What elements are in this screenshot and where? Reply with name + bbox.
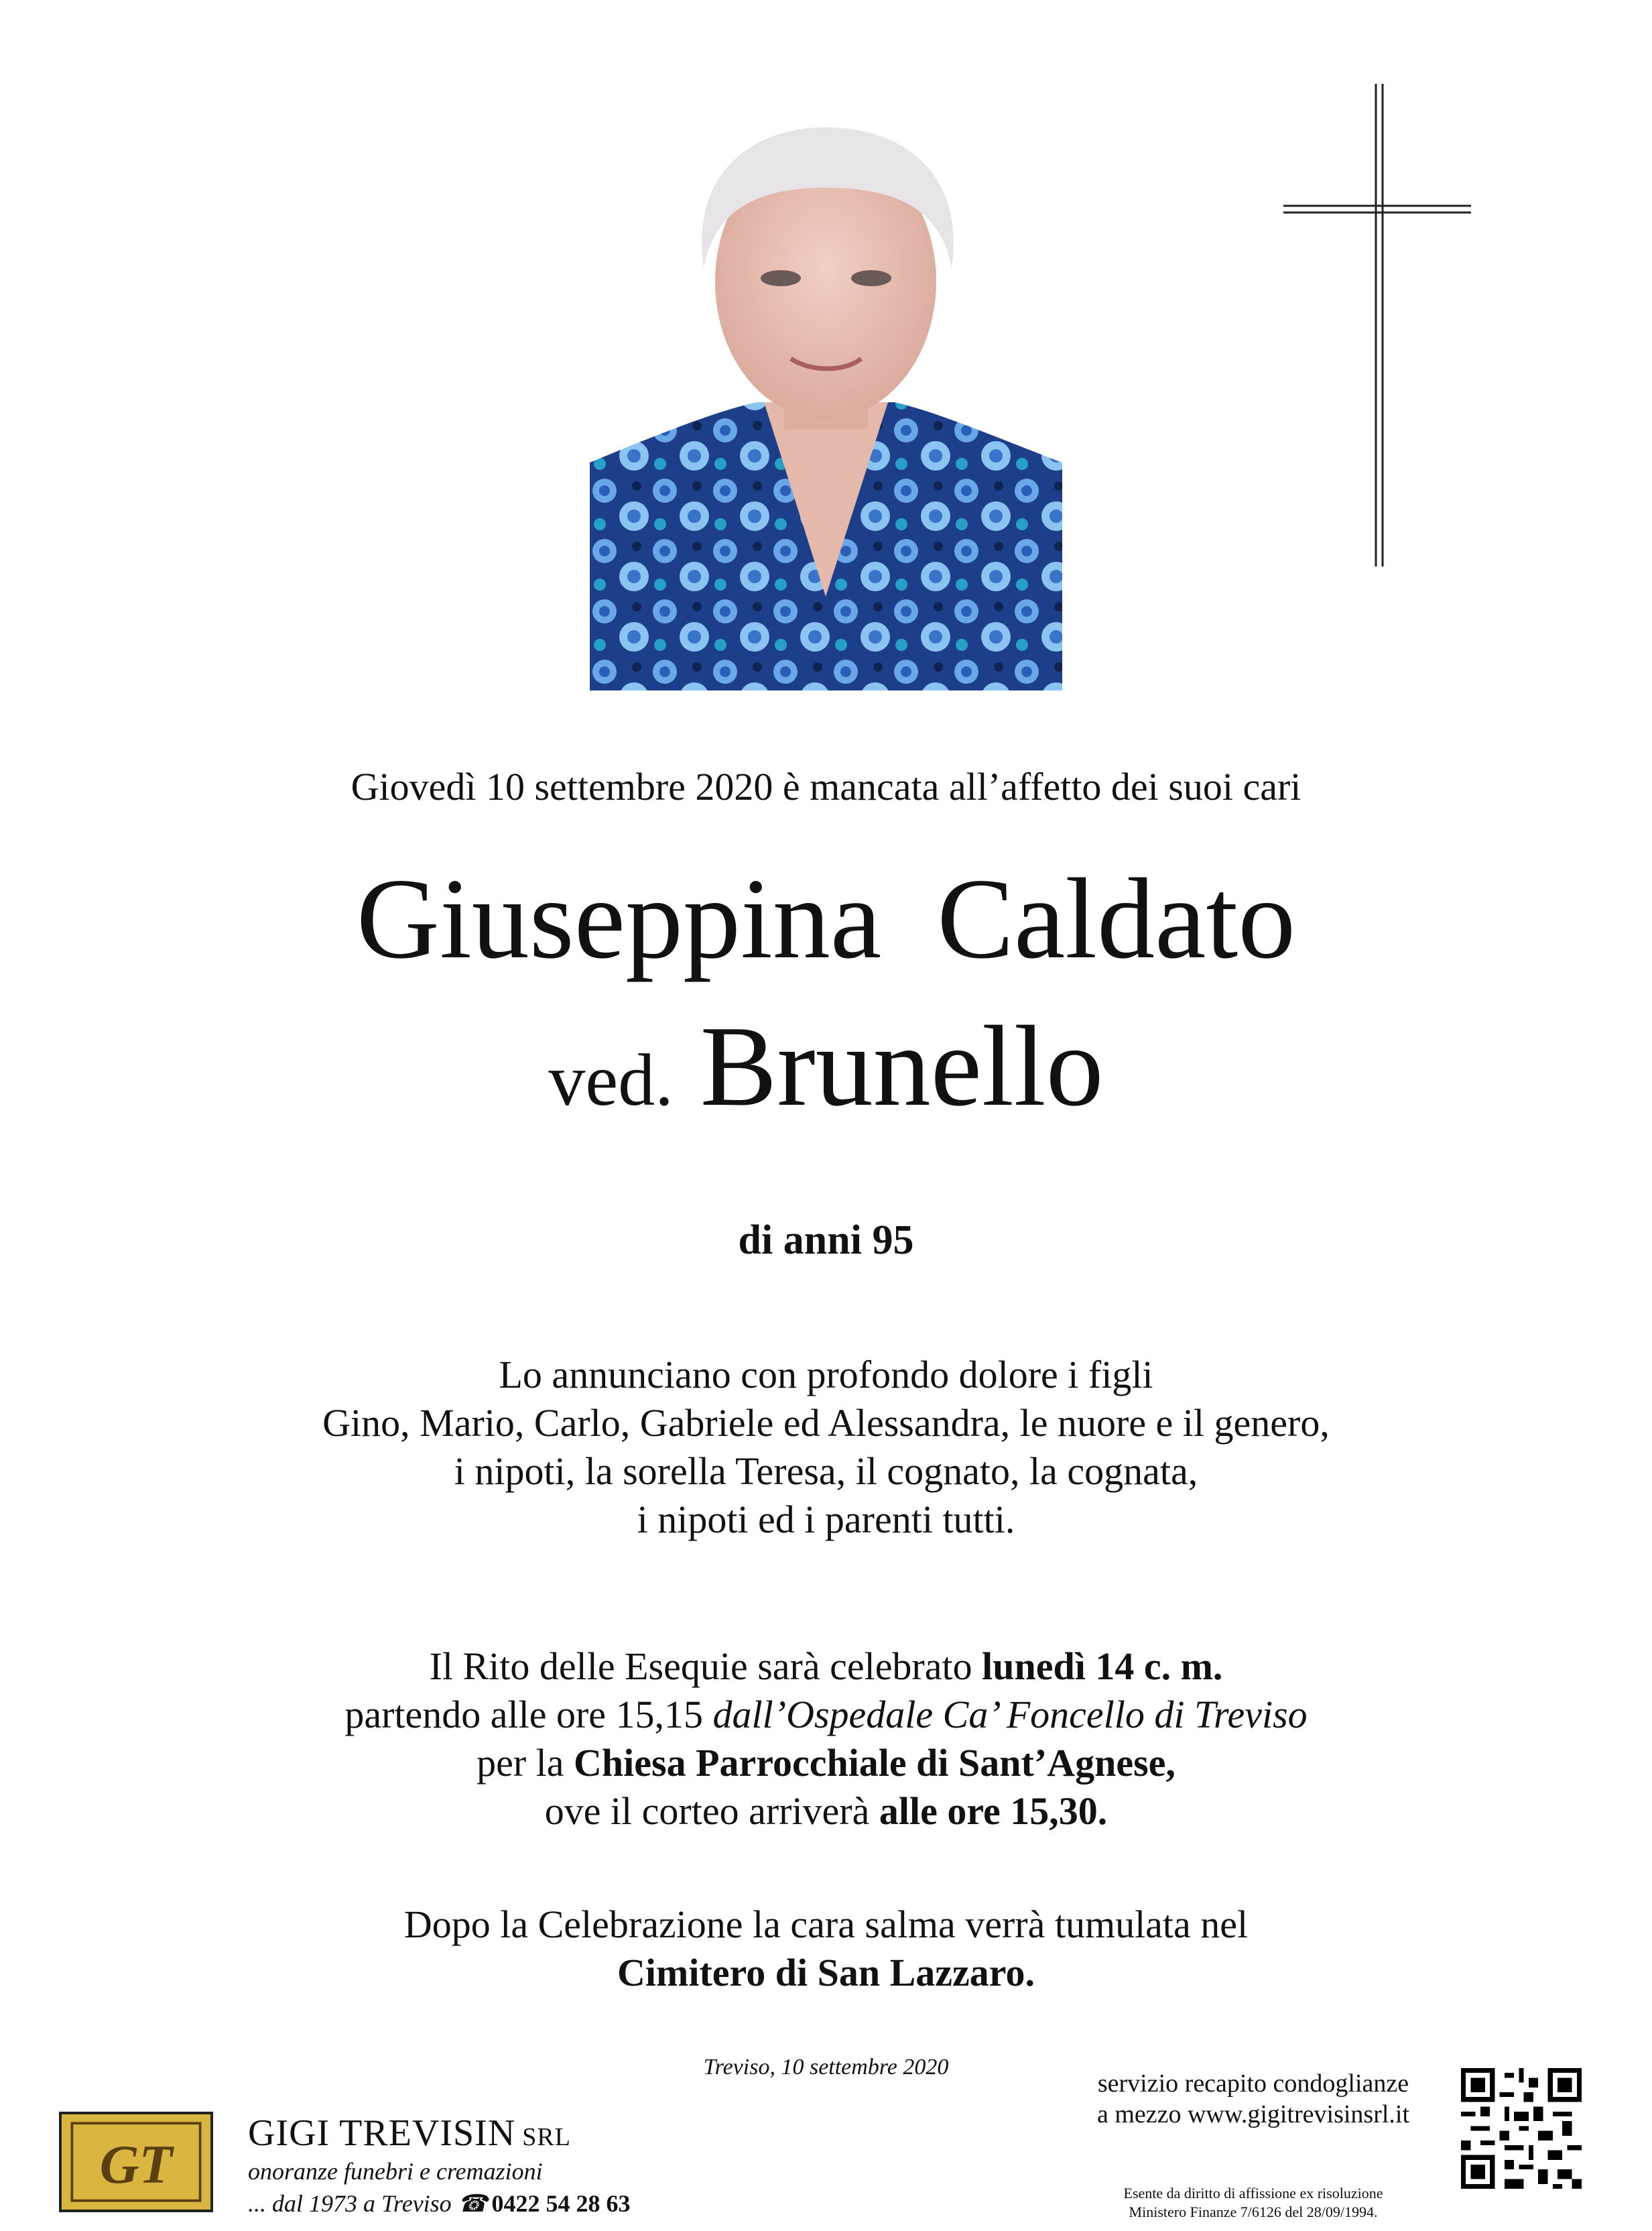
cemetery-name: Cimitero di San Lazzaro.: [617, 1951, 1035, 1994]
married-surname: Brunello: [700, 1003, 1104, 1130]
announcement-line: Gino, Mario, Carlo, Gabriele ed Alessandra, le nuore e il genero,: [322, 1401, 1330, 1445]
company-name-text: GIGI TREVISIN: [248, 2112, 516, 2154]
condolences-link[interactable]: a mezzo www.gigitrevisinsrl.it: [1096, 2100, 1410, 2128]
company-info: [248, 2112, 631, 2218]
company-since: ... dal 1973 a Treviso: [248, 2190, 452, 2217]
age-text: di anni 95: [738, 1217, 914, 1263]
burial-line: Dopo la Celebrazione la cara salma verrà tumulata nel: [403, 1903, 1249, 1946]
phone-icon: ☎: [457, 2190, 488, 2217]
announcement-line: Lo annunciano con profondo dolore i figli: [499, 1353, 1153, 1396]
rite-text: per la: [476, 1741, 574, 1785]
widow-prefix: ved.: [548, 1039, 674, 1121]
rite-line: [0, 1787, 1652, 1835]
exemption-note: [1092, 2184, 1414, 2222]
dateline: Treviso, 10 settembre 2020: [703, 2055, 949, 2079]
exemption-line: Ministero Finanze 7/6126 del 28/09/1994.: [1129, 2204, 1378, 2220]
burial-info: [0, 1901, 1652, 1997]
rite-text: Il Rito delle Esequie sarà celebrato: [429, 1644, 982, 1688]
rite-departure: dall’Ospedale Ca’ Foncello di Treviso: [712, 1693, 1308, 1736]
company-name: [248, 2112, 631, 2155]
rite-text: ove il corteo arriverà: [544, 1789, 879, 1833]
rite-line: [0, 1739, 1652, 1787]
rite-arrival-time: alle ore 15,30.: [879, 1789, 1108, 1833]
company-subtitle: onoranze funebri e cremazioni: [248, 2158, 543, 2185]
deceased-name: Giuseppina Caldato: [356, 855, 1296, 983]
rite-date: lunedì 14 c. m.: [982, 1644, 1223, 1688]
exemption-line: Esente da diritto di affissione ex risoluzione: [1123, 2185, 1383, 2202]
deceased-married-name: [0, 1003, 1652, 1130]
company-phone: 0422 54 28 63: [491, 2190, 631, 2217]
announcement-line: i nipoti, la sorella Teresa, il cognato, la cognata,: [454, 1449, 1198, 1493]
portrait-photo: [590, 114, 1062, 690]
rite-church: Chiesa Parrocchiale di Sant’Agnese,: [574, 1741, 1176, 1785]
company-suffix: SRL: [522, 2123, 571, 2151]
condolences-service: [1092, 2068, 1414, 2130]
announcement-line: i nipoti ed i parenti tutti.: [637, 1498, 1015, 1541]
company-since-line: [248, 2189, 631, 2218]
announcement: [0, 1351, 1652, 1544]
cross-icon: [1283, 84, 1471, 566]
qr-code-icon[interactable]: [1461, 2068, 1582, 2189]
intro-text: Giovedì 10 settembre 2020 è mancata all’affetto dei suoi cari: [351, 765, 1301, 808]
rite-line: [0, 1691, 1652, 1739]
rite-line: [0, 1642, 1652, 1691]
rite-text: partendo alle ore 15,15: [344, 1693, 713, 1736]
company-logo: [59, 2112, 213, 2212]
logo-monogram: GT: [99, 2134, 173, 2195]
condolences-line: servizio recapito condoglianze: [1097, 2069, 1409, 2098]
funeral-rite: [0, 1642, 1652, 1835]
